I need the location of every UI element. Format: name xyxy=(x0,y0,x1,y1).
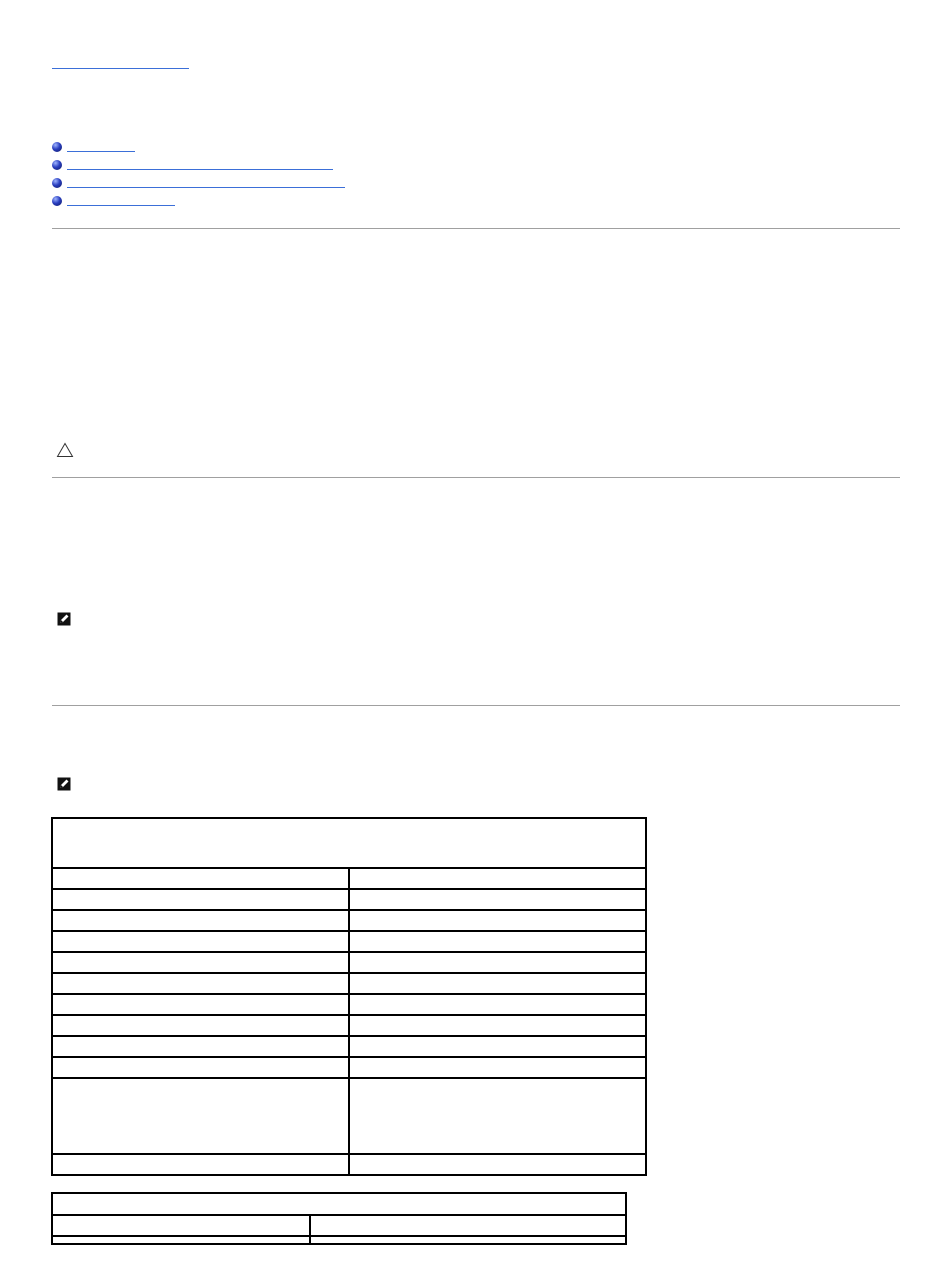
table-row xyxy=(52,868,646,889)
table-cell xyxy=(349,910,646,931)
toc-link-3[interactable] xyxy=(67,178,345,188)
table-cell xyxy=(349,1057,646,1078)
table-cell xyxy=(349,952,646,973)
table-header-cell xyxy=(52,1193,626,1215)
table-cell xyxy=(349,994,646,1015)
table-row xyxy=(52,1215,626,1236)
table-cell xyxy=(52,1215,310,1236)
table-row xyxy=(52,1078,646,1154)
table-cell xyxy=(52,910,349,931)
specifications-table xyxy=(51,817,647,1176)
specifications-table-2 xyxy=(51,1192,627,1245)
table-cell xyxy=(52,889,349,910)
table-cell xyxy=(349,973,646,994)
bullet-icon xyxy=(52,178,62,188)
table-cell xyxy=(52,1057,349,1078)
section-divider xyxy=(52,477,900,478)
table-header-cell xyxy=(52,818,646,868)
table-row xyxy=(52,910,646,931)
toc-link-2[interactable] xyxy=(67,160,333,170)
table-row xyxy=(52,1154,646,1175)
toc-item xyxy=(52,138,345,156)
table-cell xyxy=(349,889,646,910)
table-row xyxy=(52,994,646,1015)
bullet-icon xyxy=(52,196,62,206)
table-cell xyxy=(349,1015,646,1036)
table-cell xyxy=(349,1078,646,1154)
table-cell xyxy=(52,1036,349,1057)
section-links-list xyxy=(52,138,345,210)
section-divider xyxy=(52,228,900,229)
table-cell xyxy=(349,1154,646,1175)
table-cell xyxy=(52,1154,349,1175)
table-cell xyxy=(52,1236,310,1244)
toc-link-1[interactable] xyxy=(67,142,135,152)
table-cell xyxy=(310,1236,626,1244)
caution-triangle-icon xyxy=(56,442,74,458)
table-row xyxy=(52,889,646,910)
toc-link-4[interactable] xyxy=(67,196,175,206)
table-cell xyxy=(52,973,349,994)
back-to-contents-link[interactable] xyxy=(52,58,189,69)
table-cell xyxy=(52,931,349,952)
table-cell xyxy=(52,1015,349,1036)
note-pencil-icon xyxy=(57,612,71,626)
note-pencil-icon xyxy=(57,777,71,791)
table-cell xyxy=(349,868,646,889)
table-row xyxy=(52,973,646,994)
table-cell xyxy=(52,868,349,889)
table-row xyxy=(52,1036,646,1057)
table-row-partial xyxy=(52,1236,626,1244)
table-cell xyxy=(349,1036,646,1057)
table-header-row xyxy=(52,1193,626,1215)
table-cell xyxy=(52,1078,349,1154)
toc-item xyxy=(52,192,345,210)
table-cell xyxy=(52,952,349,973)
table-row xyxy=(52,952,646,973)
table-cell xyxy=(310,1215,626,1236)
toc-item xyxy=(52,174,345,192)
section-divider xyxy=(52,705,900,706)
toc-item xyxy=(52,156,345,174)
table-row xyxy=(52,1015,646,1036)
table-cell xyxy=(349,931,646,952)
bullet-icon xyxy=(52,160,62,170)
bullet-icon xyxy=(52,142,62,152)
table-header-row xyxy=(52,818,646,868)
table-row xyxy=(52,1057,646,1078)
table-row xyxy=(52,931,646,952)
table-cell xyxy=(52,994,349,1015)
